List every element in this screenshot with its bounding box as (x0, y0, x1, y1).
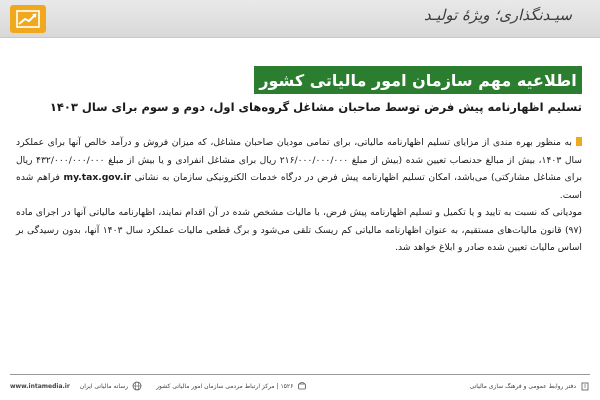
footer (10, 378, 590, 394)
footer-office (470, 381, 590, 391)
page-subtitle: تسلیم اظهارنامه پیش فرض توسط صاحبان مشاغل گروه‌های اول، دوم و سوم برای سال ۱۴۰۳ (49, 100, 582, 114)
footer-call-center (156, 381, 307, 391)
paragraph-1-text: به منظور بهره مندی از مزایای تسلیم اظهارنامه مالیاتی، برای تمامی مودیان صاحبان مشاغل، که میزان فروش و درآمد خالص آنها برای عملکرد سال ۱۴۰۳، بیش از مبالغ حدنصاب تعیین شده (بیش از مبلغ ۲۱۶/۰۰۰/۰۰۰/۰۰۰ ریال برای مشاغل انفرادی و یا بیش از مبلغ ۴۳۲/۰۰۰/۰۰۰/۰۰۰ ریال برای مشاغل مشارکتی) می‌باشد، امکان تسلیم اظهارنامه پیش فرض در درگاه خدمات الکترونیکی سازمان به نشانی (16, 137, 583, 183)
logo (10, 5, 46, 33)
footer-site (10, 381, 142, 391)
paragraph-1-end: فراهم شده است. (16, 172, 582, 201)
building-icon (580, 381, 590, 391)
footer-divider (10, 374, 590, 375)
globe-icon (132, 381, 142, 391)
announcement-body (16, 134, 582, 257)
footer-office-text: دفتر روابط عمومی و فرهنگ سازی مالیاتی (469, 382, 576, 390)
paragraph-2: مودیانی که نسبت به تایید و یا تکمیل و تسلیم اظهارنامه پیش فرض، با مالیات مشخص شده در آن اقدام نمایند، اظهارنامه مالیاتی آنها در اجرای ماده (۹۷) قانون مالیات‌های مستقیم، به عنوان اظهارنامه مالیاتی کم ریسک تلقی می‌شود و برگ قطعی مالیات عملکرد سال ۱۴۰۳ آنها، بدون رسیدگی بر اساس مالیات تعیین شده صادر و ابلاغ خواهد شد. (16, 207, 582, 253)
tax-portal-link[interactable]: my.tax.gov.ir (63, 172, 132, 183)
footer-site-label: رسانه مالیاتی ایران (79, 382, 129, 390)
bullet-icon (576, 137, 582, 146)
slogan-title: سیـدنگذاری؛ ویژهٔ تولیـد (424, 6, 572, 24)
header-band (0, 0, 600, 38)
paragraph-1 (16, 134, 582, 204)
rising-chart-icon (15, 9, 41, 29)
footer-site-url[interactable]: www.intamedia.ir (10, 382, 70, 390)
phone-icon (297, 381, 307, 391)
page-title: اطلاعیه مهم سازمان امور مالیاتی کشور (254, 66, 582, 94)
footer-call-center-text: ۱۵۲۶ | مرکز ارتباط مردمی سازمان امور مالیاتی کشور (156, 382, 294, 390)
